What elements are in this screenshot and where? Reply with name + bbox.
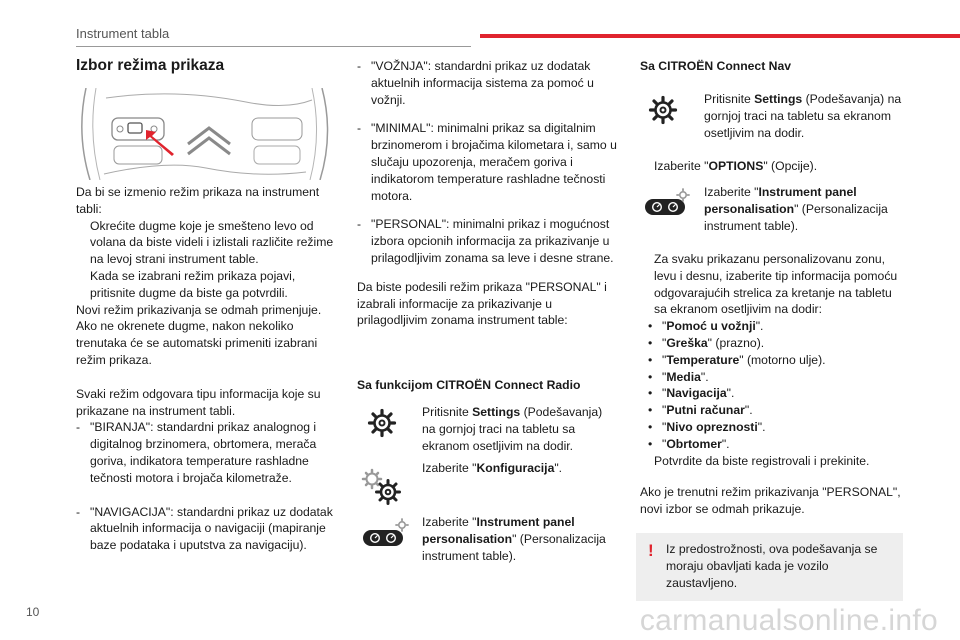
header-accent-bar [480, 34, 960, 38]
list-item: Pritisnite Settings (Podešavanja) na gornjoj traci na tabletu sa ekranom osetljivim na dodir. [704, 92, 902, 140]
list-item: - "PERSONAL": minimalni prikaz i mogućnost izbora opcionih informacija za prikazivanje u prilagodljivim zonama sa leve i desne strane. [357, 217, 614, 265]
column-middle [357, 58, 620, 329]
steering-wheel-illustration [76, 88, 334, 180]
watermark: carmanualsonline.info [639, 604, 938, 637]
radio-step-settings [408, 404, 618, 454]
paragraph: Da biste podesili režim prikaza "PERSONAL" i izabrali informacije za prikazivanje u prilagodljivim zonama instrument table: [357, 279, 607, 328]
paragraph: Svaki režim odgovara tipu informacija koje su prikazane na instrument tabli. [76, 386, 321, 418]
section-title: Instrument tabla [76, 26, 170, 41]
radio-step-personalisation [408, 514, 618, 564]
header-divider [76, 46, 471, 47]
warning-icon: ! [648, 541, 654, 560]
list-item: Izaberite "Instrument panel personalisation" (Personalizacija instrument table). [422, 515, 606, 563]
list-item: Izaberite "OPTIONS" (Opcije). [654, 159, 818, 173]
nav-step-settings [690, 91, 902, 141]
list-item: Kada se izabrani režim prikaza pojavi, pritisnite dugme da biste ga potvrdili. [90, 268, 296, 300]
list-item: Izaberite "Konfiguracija". [422, 461, 563, 475]
list-item: - "MINIMAL": minimalni prikaz sa digitalnim brzinomerom i brojačima kilometara i, samo u slučaju upozorenja, meračem goriva i indikatorom temperature rashladne tečnosti motora. [357, 121, 617, 203]
nav-heading: Sa CITROËN Connect Nav [640, 59, 792, 73]
option-item: • "Media". [648, 369, 709, 384]
gear-badge-icon [676, 188, 690, 202]
paragraph: Ako je trenutni režim prikazivanja "PERSONAL", novi izbor se odmah prikazuje. [640, 485, 901, 517]
column-left-body [76, 184, 334, 554]
option-item: • "Greška" (prazno). [648, 335, 765, 350]
page-heading: Izbor režima prikaza [76, 57, 225, 74]
option-item: • "Obrtomer". [648, 436, 730, 451]
radio-step-configuration [408, 460, 618, 477]
list-item: Pritisnite Settings (Podešavanja) na gornjoj traci na tabletu sa ekranom osetljivim na dodir. [422, 405, 603, 453]
list-item: - "BIRANJA": standardni prikaz analognog i digitalnog brzinomera, obrtomera, merača goriva, indikatora temperature rashladne tečnosti motora i brojača kilometraže. [76, 420, 317, 485]
gear-badge-icon [395, 518, 409, 532]
list-item: Okrećite dugme koje je smešteno levo od volana da biste videli i izlistali različite režime na levoj strani instrument table. [90, 218, 334, 267]
list-item: - "NAVIGACIJA": standardni prikaz uz dodatak aktuelnih informacija o navigaciji (mapiranje baze podataka i uputstva za navigaciju). [76, 504, 333, 553]
option-item: • "Pomoć u vožnji". [648, 319, 764, 334]
column-left [76, 58, 334, 75]
intro-paragraph: Da bi se izmenio režim prikaza na instrument tabli: [76, 185, 320, 216]
page-number: 10 [26, 605, 40, 619]
nav-step-options [640, 158, 902, 175]
paragraph: Novi režim prikazivanja se odmah primenjuje. Ako ne okrenete dugme, nakon nekoliko trenutaka će se automatski primeniti izabrani režim prikaza. [76, 302, 322, 367]
list-item: - "VOŽNJA": standardni prikaz uz dodatak aktuelnih informacija sistema za pomoć u vožnji. [357, 59, 594, 107]
nav-step-zones [640, 251, 902, 518]
option-item: • "Putni računar". [648, 403, 753, 418]
option-item: • "Temperature" (motorno ulje). [648, 352, 826, 367]
warning-text: Iz predostrožnosti, ova podešavanja se moraju obavljati kada je vozilo zaustavljeno. [666, 542, 878, 590]
list-item: Za svaku prikazanu personalizovanu zonu, levu i desnu, izaberite tip informacija pomoću odgovarajućih strelica za kretanje na tabletu sa ekranom osetljivim na dodir: [654, 252, 898, 317]
radio-heading: Sa funkcijom CITROËN Connect Radio [357, 378, 581, 392]
settings-gear-icon [367, 408, 397, 438]
nav-step-personalisation [690, 184, 902, 234]
list-item: Izaberite "Instrument panel personalisation" (Personalizacija instrument table). [704, 185, 888, 233]
warning-box [636, 533, 903, 601]
list-item: Potvrdite da biste registrovali i prekinite. [654, 453, 870, 468]
settings-gear-icon [648, 95, 678, 125]
option-item: • "Nivo opreznosti". [648, 419, 766, 434]
options-list [640, 318, 902, 452]
option-item: • "Navigacija". [648, 386, 735, 401]
configuration-gears-icon [358, 467, 404, 507]
